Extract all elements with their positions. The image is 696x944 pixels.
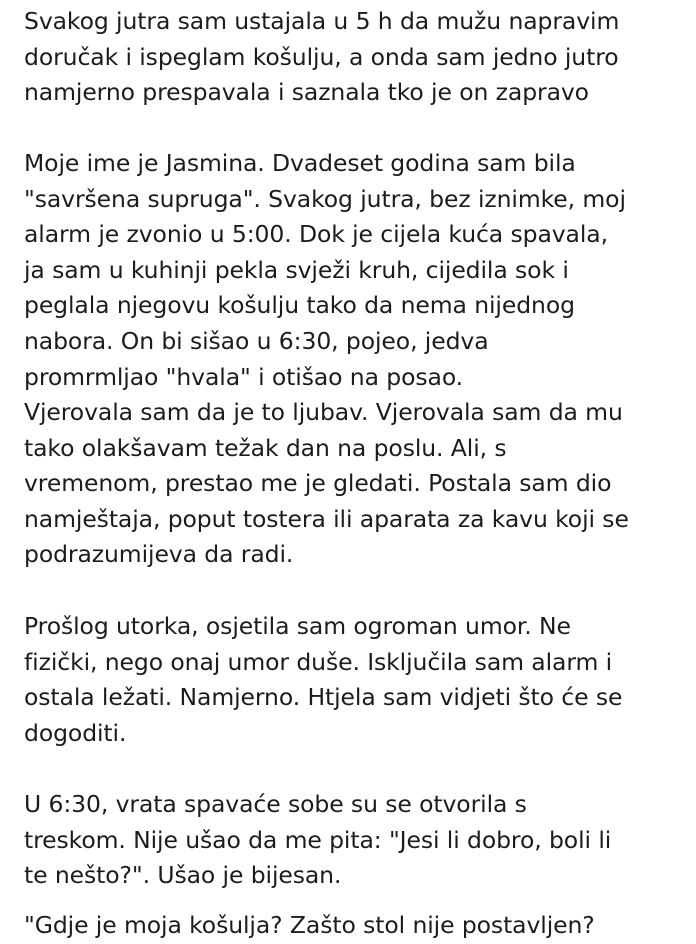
paragraph bbox=[24, 395, 629, 573]
text-line: ostala ležati. Namjerno. Htjela sam vidjeti što će se bbox=[24, 683, 623, 712]
paragraph bbox=[24, 787, 611, 894]
text-line: namjerno prespavala i saznala tko je on zapravo bbox=[24, 78, 589, 107]
text-line: U 6:30, vrata spavaće sobe su se otvorila s bbox=[24, 790, 527, 818]
paragraph bbox=[24, 908, 595, 944]
text-line: nabora. On bi sišao u 6:30, pojeo, jedva bbox=[24, 326, 489, 355]
text-line: tako olakšavam težak dan na poslu. Ali, s bbox=[24, 433, 507, 462]
text-line: te nešto?". Ušao je bijesan. bbox=[24, 861, 342, 890]
post-title-paragraph bbox=[24, 4, 619, 111]
text-line: dogoditi. bbox=[24, 718, 127, 747]
paragraph bbox=[24, 146, 626, 395]
text-line: "Gdje je moja košulja? Zašto stol nije postavljen? bbox=[24, 911, 595, 939]
text-line: ja sam u kuhinji pekla svježi kruh, cijedila sok i bbox=[24, 255, 569, 284]
text-line: Svakog jutra sam ustajala u 5 h da mužu napravim bbox=[24, 7, 620, 35]
text-line: Prošlog utorka, osjetila sam ogroman umor. Ne bbox=[24, 612, 571, 640]
text-line: fizički, nego onaj umor duše. Isključila sam alarm i bbox=[24, 647, 613, 676]
text-line: vremenom, prestao me je gledati. Postala sam dio bbox=[24, 469, 612, 498]
text-line: doručak i ispeglam košulju, a onda sam jedno jutro bbox=[24, 42, 619, 71]
text-line: Vjerovala sam da je to ljubav. Vjerovala sam da mu bbox=[24, 398, 623, 426]
text-line: "savršena supruga". Svakog jutra, bez iznimke, moj bbox=[24, 184, 626, 213]
text-line: Moje ime je Jasmina. Dvadeset godina sam bila bbox=[24, 149, 576, 177]
text-line: treskom. Nije ušao da me pita: "Jesi li dobro, boli li bbox=[24, 825, 612, 854]
text-line: peglala njegovu košulju tako da nema nijednog bbox=[24, 291, 575, 320]
text-line: podrazumijeva da radi. bbox=[24, 540, 294, 569]
paragraph bbox=[24, 609, 622, 751]
text-line: promrmljao "hvala" i otišao na posao. bbox=[24, 362, 464, 391]
text-line: alarm je zvonio u 5:00. Dok je cijela kuća spavala, bbox=[24, 220, 608, 249]
text-line: namještaja, poput tostera ili aparata za kavu koji se bbox=[24, 504, 629, 533]
